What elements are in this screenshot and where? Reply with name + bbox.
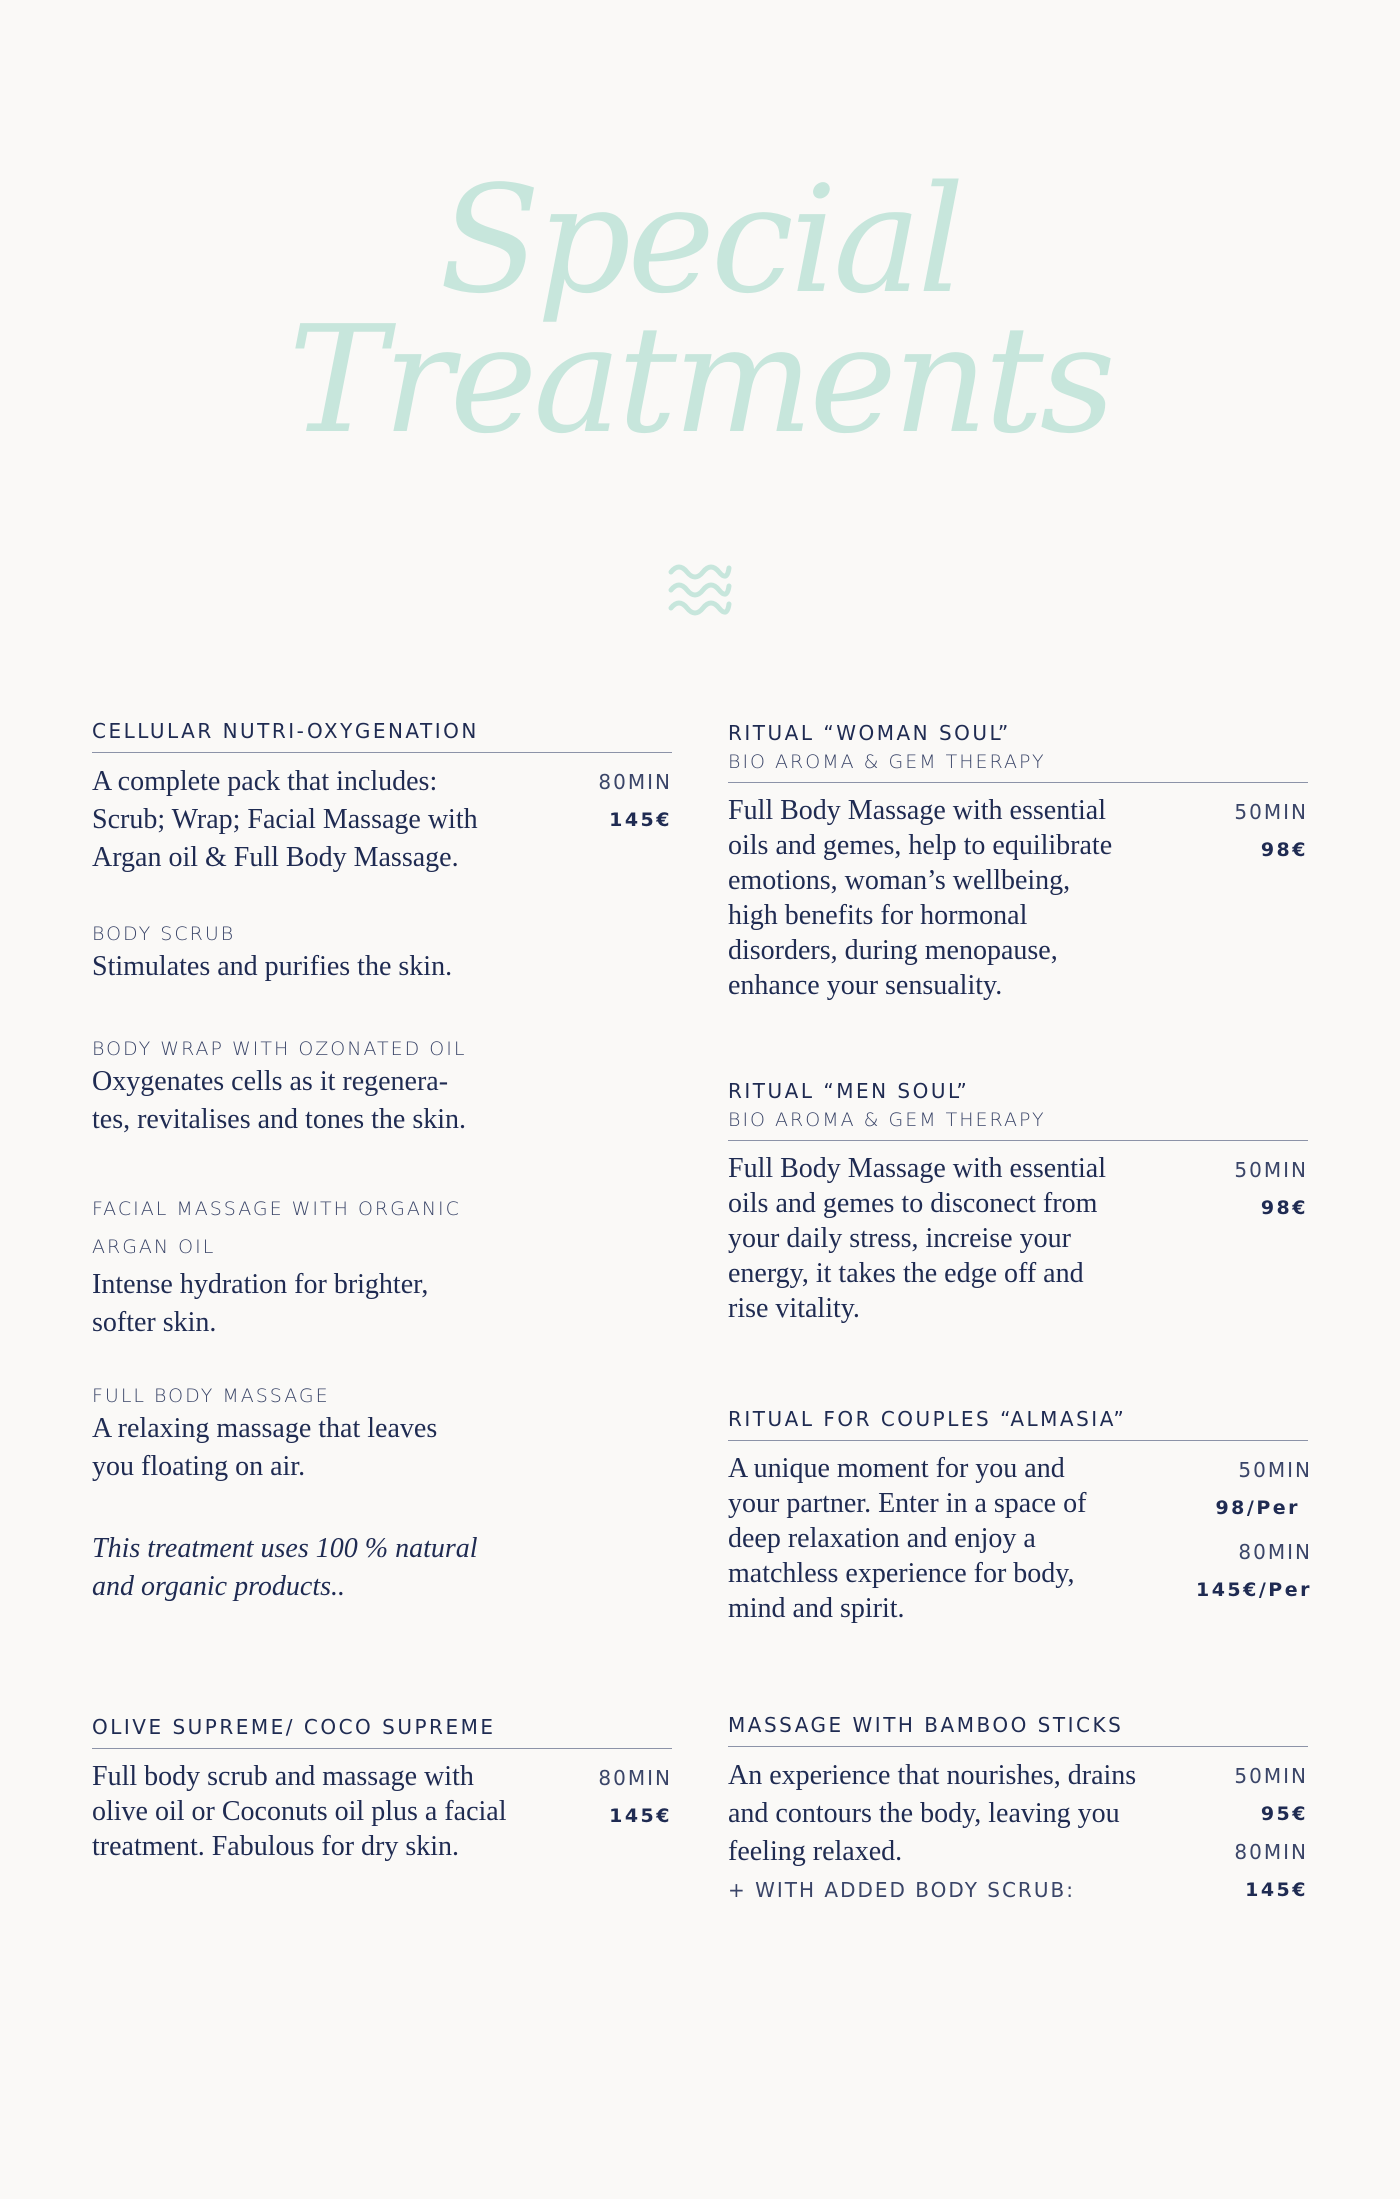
price: 145€ <box>1245 1879 1308 1901</box>
woman-soul-description: Full Body Massage with essential oils and gemes, help to equilibrate emotions, woman’s wellbeing, high benefits for hormonal disorders, during menopause, enhance your sensuality. <box>728 795 1113 1001</box>
body-wrap-section <box>92 1035 672 1139</box>
divider <box>728 1140 1308 1141</box>
duration: 80MIN <box>1234 1840 1308 1864</box>
couples-heading: RITUAL FOR COUPLES “ALMASIA” <box>728 1407 1127 1431</box>
facial-section <box>92 1190 672 1342</box>
body-scrub-heading: BODY SCRUB <box>92 923 236 945</box>
divider <box>728 1746 1308 1747</box>
body-wrap-heading: BODY WRAP WITH OZONATED OIL <box>92 1038 467 1060</box>
duration: 80MIN <box>598 770 672 794</box>
duration: 50MIN <box>1234 1764 1308 1788</box>
woman-soul-subheading: BIO AROMA & GEM THERAPY <box>728 751 1046 773</box>
couples-description: A unique moment for you and your partner. Enter in a space of deep relaxation and enjoy a matchless experience for body, mind and spirit. <box>728 1453 1087 1624</box>
duration: 50MIN <box>1238 1458 1312 1482</box>
full-body-description: A relaxing massage that leaves you floating on air. <box>92 1413 438 1482</box>
men-soul-section <box>728 1076 1308 1326</box>
facial-heading: FACIAL MASSAGE WITH ORGANIC ARGAN OIL <box>92 1198 461 1258</box>
body-scrub-description: Stimulates and purifies the skin. <box>92 951 453 982</box>
price: 145€ <box>609 809 672 831</box>
woman-soul-section <box>728 718 1308 1003</box>
price: 98€ <box>1260 839 1308 861</box>
price: 95€ <box>1260 1803 1308 1825</box>
title-line-2: Treatments <box>288 294 1112 466</box>
bamboo-heading: MASSAGE WITH BAMBOO STICKS <box>728 1713 1124 1737</box>
price: 145€/Per <box>1195 1579 1312 1601</box>
cellular-meta <box>598 763 672 839</box>
waves-icon <box>667 558 733 622</box>
olive-description: Full body scrub and massage with olive oil or Coconuts oil plus a facial treatment. Fabulous for dry skin. <box>92 1761 507 1862</box>
duration: 80MIN <box>1238 1540 1312 1564</box>
full-body-section <box>92 1382 672 1486</box>
divider <box>728 782 1308 783</box>
bamboo-meta <box>1234 1757 1308 1909</box>
body-wrap-description: Oxygenates cells as it regenera- tes, revitalises and tones the skin. <box>92 1066 467 1135</box>
divider <box>728 1440 1308 1441</box>
cellular-section <box>92 716 672 877</box>
facial-description: Intense hydration for brighter, softer skin. <box>92 1269 429 1338</box>
olive-section <box>92 1712 672 1864</box>
body-scrub-section <box>92 920 672 986</box>
woman-soul-meta <box>1234 793 1308 869</box>
duration: 50MIN <box>1234 800 1308 824</box>
couples-meta <box>1196 1451 1312 1609</box>
bamboo-description: An experience that nourishes, drains and contours the body, leaving you feeling relaxed. <box>728 1760 1137 1867</box>
duration: 80MIN <box>598 1766 672 1790</box>
cellular-description: A complete pack that includes: Scrub; Wrap; Facial Massage with Argan oil & Full Body Massage. <box>92 766 478 873</box>
divider <box>92 752 672 753</box>
divider <box>92 1748 672 1749</box>
title-line-1: Special <box>439 154 961 326</box>
men-soul-heading: RITUAL “MEN SOUL” <box>728 1079 970 1103</box>
bamboo-section <box>728 1710 1308 1909</box>
cellular-heading: CELLULAR NUTRI-OXYGENATION <box>92 719 479 743</box>
couples-section <box>728 1404 1312 1626</box>
full-body-heading: FULL BODY MASSAGE <box>92 1385 330 1407</box>
page-title <box>0 154 1400 466</box>
olive-heading: OLIVE SUPREME/ COCO SUPREME <box>92 1715 496 1739</box>
price: 145€ <box>609 1805 672 1827</box>
bamboo-addon-label: + WITH ADDED BODY SCRUB: <box>728 1878 1075 1902</box>
price: 98€ <box>1260 1197 1308 1219</box>
duration: 50MIN <box>1234 1158 1308 1182</box>
organic-note: This treatment uses 100 % natural and organic products.. <box>92 1533 478 1602</box>
men-soul-meta <box>1234 1151 1308 1227</box>
olive-meta <box>598 1759 672 1835</box>
woman-soul-heading: RITUAL “WOMAN SOUL” <box>728 721 1011 745</box>
men-soul-description: Full Body Massage with essential oils and gemes to disconect from your daily stress, increise your energy, it takes the edge off and rise vitality. <box>728 1153 1106 1324</box>
men-soul-subheading: BIO AROMA & GEM THERAPY <box>728 1109 1046 1131</box>
price: 98/Per <box>1215 1497 1300 1519</box>
